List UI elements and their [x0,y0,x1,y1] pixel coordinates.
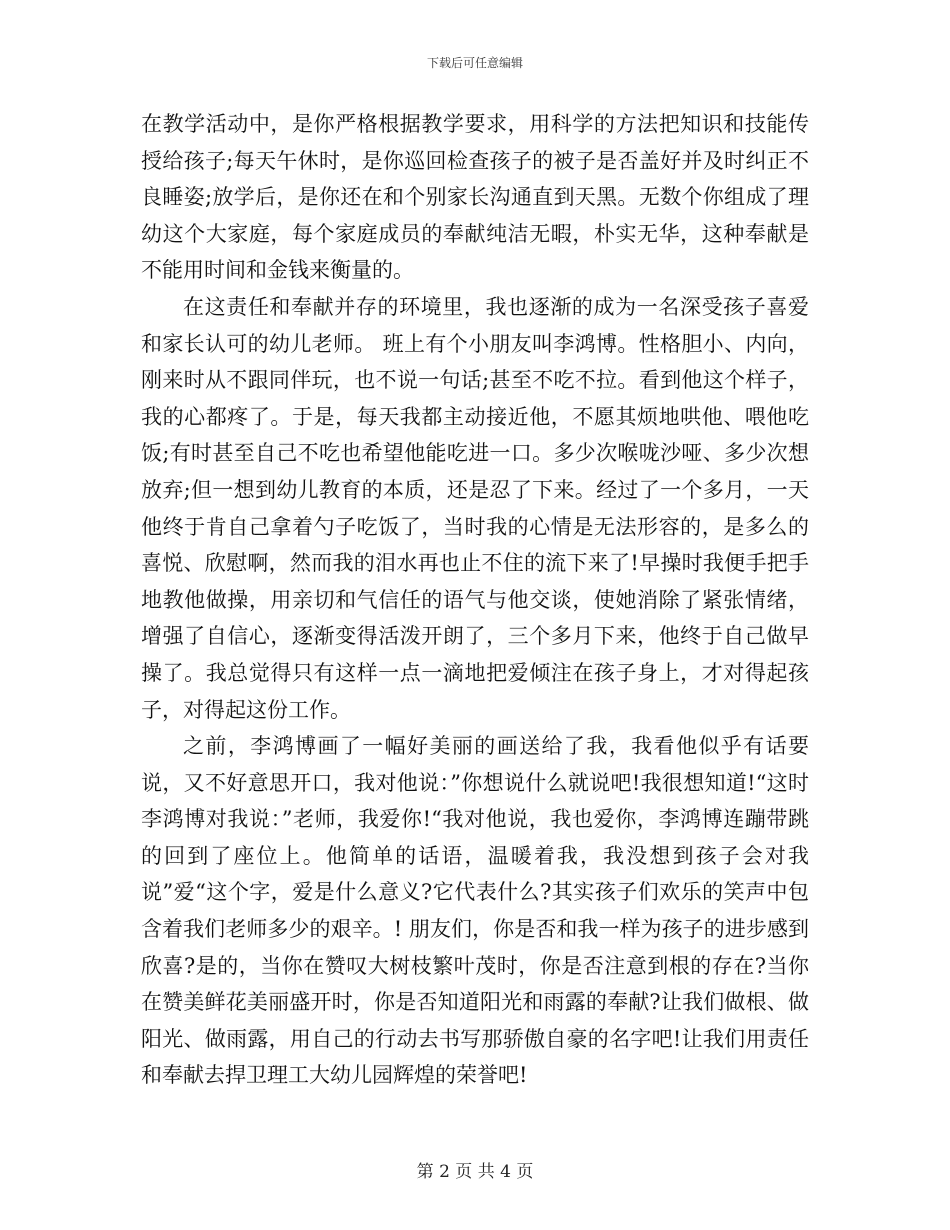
page-number-footer: 第 2 页 共 4 页 [416,1162,534,1182]
paragraph-2: 在这责任和奉献并存的环境里，我也逐渐的成为一名深受孩子喜爱和家长认可的幼儿老师。 班上有个小朋友叫李鸿博。性格胆小、内向，刚来时从不跟同伴玩，也不说一句话;甚至不吃不拉。看到他这个样子，我的心都疼了。于是，每天我都主动接近他，不愿其烦地哄他、喂他吃饭;有时甚至自己不吃也希望他能吃进一口。多少次喉咙沙哑、多少次想放弃;但一想到幼儿教育的本质，还是忍了下来。经过了一个多月，一天他终于肯自己拿着勺子吃饭了，当时我的心情是无法形容的，是多么的喜悦、欣慰啊，然而我的泪水再也止不住的流下来了!早操时我便手把手地教他做操，用亲切和气信任的语气与他交谈，使她消除了紧张情绪，增强了自信心，逐渐变得活泼开朗了，三个多月下来，他终于自己做早操了。我总觉得只有这样一点一滴地把爱倾注在孩子身上，才对得起孩子，对得起这份工作。 [141,294,809,722]
paragraph-1: 在教学活动中，是你严格根据教学要求，用科学的方法把知识和技能传授给孩子;每天午休时，是你巡回检查孩子的被子是否盖好并及时纠正不良睡姿;放学后，是你还在和个别家长沟通直到天黑。无数个你组成了理幼这个大家庭，每个家庭成员的奉献纯洁无暇，朴实无华，这种奉献是不能用时间和金钱来衡量的。 [141,112,809,283]
header-note: 下载后可任意编辑 [426,56,523,70]
paragraph-3: 之前，李鸿博画了一幅好美丽的画送给了我，我看他似乎有话要说，又不好意思开口，我对他说：”你想说什么就说吧!我很想知道!“这时李鸿博对我说：”老师，我爱你!“我对他说，我也爱你，李鸿博连蹦带跳的回到了座位上。他简单的话语，温暖着我，我没想到孩子会对我说”爱“这个字，爱是什么意义?它代表什么?其实孩子们欢乐的笑声中包含着我们老师多少的艰辛。! 朋友们，你是否和我一样为孩子的进步感到欣喜?是的，当你在赞叹大树枝繁叶茂时，你是否注意到根的存在?当你在赞美鲜花美丽盛开时，你是否知道阳光和雨露的奉献?让我们做根、做阳光、做雨露，用自己的行动去书写那骄傲自豪的名字吧!让我们用责任和奉献去捍卫理工大幼儿园辉煌的荣誉吧! [141,734,809,1088]
document-body [141,106,809,1094]
